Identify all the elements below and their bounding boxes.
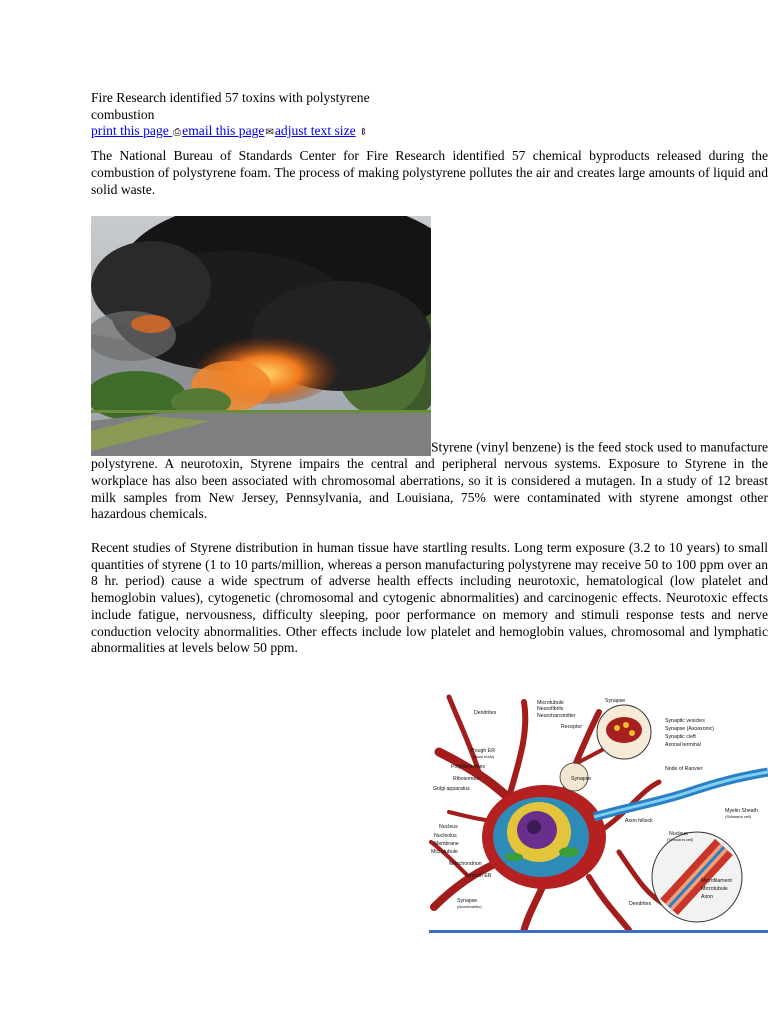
label-membrane: Membrane bbox=[434, 841, 459, 847]
article-links bbox=[91, 123, 768, 142]
label-synaptic-cleft: Synaptic cleft bbox=[665, 734, 696, 740]
email-icon[interactable]: ✉ bbox=[265, 127, 274, 139]
label-receptor: Receptor bbox=[561, 724, 583, 730]
label-axodendritic: (Axodendritic) bbox=[457, 904, 482, 909]
label-schwann-bottom: (Schwann cell) bbox=[667, 837, 694, 842]
label-microtubule-right: Microtubule bbox=[701, 886, 728, 892]
label-synapse-axoaxonic: Synapse (Axoaxonic) bbox=[665, 726, 715, 732]
label-golgi: Golgi apparatus bbox=[433, 786, 470, 792]
label-dendrites-bottom: Dendrites bbox=[629, 901, 652, 907]
label-synaptic-vesicles: Synaptic vesicles bbox=[665, 718, 705, 724]
article-title: Fire Research identified 57 toxins with polystyrene combustion bbox=[91, 90, 370, 122]
label-synapse-mid: Synapse bbox=[571, 776, 592, 782]
label-microtubule: Microtubule bbox=[537, 700, 564, 706]
label-neurofibrils: Neurofibrils bbox=[537, 706, 564, 712]
email-link[interactable]: email this page bbox=[182, 123, 265, 139]
label-synapse-top: Synapse bbox=[605, 698, 626, 704]
label-microfilament: Microfilament bbox=[701, 878, 732, 884]
label-nucleus-right: Nucleus bbox=[669, 831, 688, 837]
label-schwann-top: (Schwann cell) bbox=[725, 814, 752, 819]
fire-photo bbox=[91, 216, 431, 456]
label-axon: Axon bbox=[701, 894, 713, 900]
label-dendrites-top: Dendrites bbox=[474, 710, 497, 716]
label-neurotransmitter: Neurotransmitter bbox=[537, 713, 576, 719]
adjust-text-link[interactable]: adjust text size bbox=[274, 123, 356, 139]
print-icon[interactable]: ⎙ bbox=[173, 127, 182, 139]
label-axon-hillock: Axon hillock bbox=[625, 818, 653, 824]
label-smooth-er: Smooth ER bbox=[465, 873, 492, 879]
label-microtubule-left: Microtubule bbox=[431, 849, 458, 855]
label-axonal-terminal: Axonal terminal bbox=[665, 742, 701, 748]
print-link[interactable]: print this page bbox=[91, 123, 173, 139]
label-node-ranvier: Node of Ranvier bbox=[665, 766, 703, 772]
label-ribosomes: Ribosomes bbox=[453, 776, 479, 782]
label-nissl-body: (Nissl body) bbox=[473, 754, 495, 759]
label-nucleolus: Nucleolus bbox=[434, 833, 457, 839]
paragraph-2 bbox=[91, 216, 768, 523]
paragraph-1: The National Bureau of Standards Center for Fire Research identified 57 chemical byproducts released during the combustion of polystyrene foam. The process of making polystyrene pollutes the air and creates large amounts of liquid and solid waste. bbox=[91, 148, 768, 197]
paragraph-2-text: Styrene (vinyl benzene) is the feed stock used to manufacture polystyrene. A neurotoxin, Styrene impairs the central and peripheral nervous systems. Exposure to Styrene in the workplace has also been associated with chromosomal aberrations, so it is considered a mutagen. In a study of 12 breast milk samples from New Jersey, Pennsylvania, and Louisiana, 75% were contaminated with styrene amongst other hazardous chemicals. bbox=[91, 439, 768, 522]
label-mitochondrion: Mitochondrion bbox=[449, 861, 482, 867]
neuron-diagram bbox=[429, 692, 768, 933]
label-synapse-axodendritic: Synapse bbox=[457, 898, 478, 904]
label-myelin: Myelin Sheath bbox=[725, 808, 758, 814]
paragraph-3: Recent studies of Styrene distribution in human tissue have startling results. Long term exposure (3.2 to 10 years) to small quantities of styrene (1 to 10 parts/million, whereas a person manufacturing polystyrene may receive 50 to 100 ppm over an 8 hr. period) cause a wide spectrum of adverse health effects including neurotoxic, hematological (low platelet and hemoglobin values), cytogenetic (chromosomal and cytogenic abnormalities) and carcinogenic effects. Neurotoxic effects include fatigue, nervousness, difficulty sleeping, poor performance on memory and stimuli response tests and nerve conduction velocity abnormalities. Other effects include low platelet and hemoglobin values, chromosomal and lymphatic abnormalities at levels below 50 ppm. bbox=[91, 540, 768, 656]
article bbox=[91, 90, 768, 657]
label-polyribosomes: Polyribosomes bbox=[451, 764, 486, 770]
label-rough-er: Rough ER bbox=[471, 748, 495, 754]
label-nucleus-left: Nucleus bbox=[439, 824, 458, 830]
text-size-icon[interactable]: ⇕ bbox=[356, 127, 368, 139]
